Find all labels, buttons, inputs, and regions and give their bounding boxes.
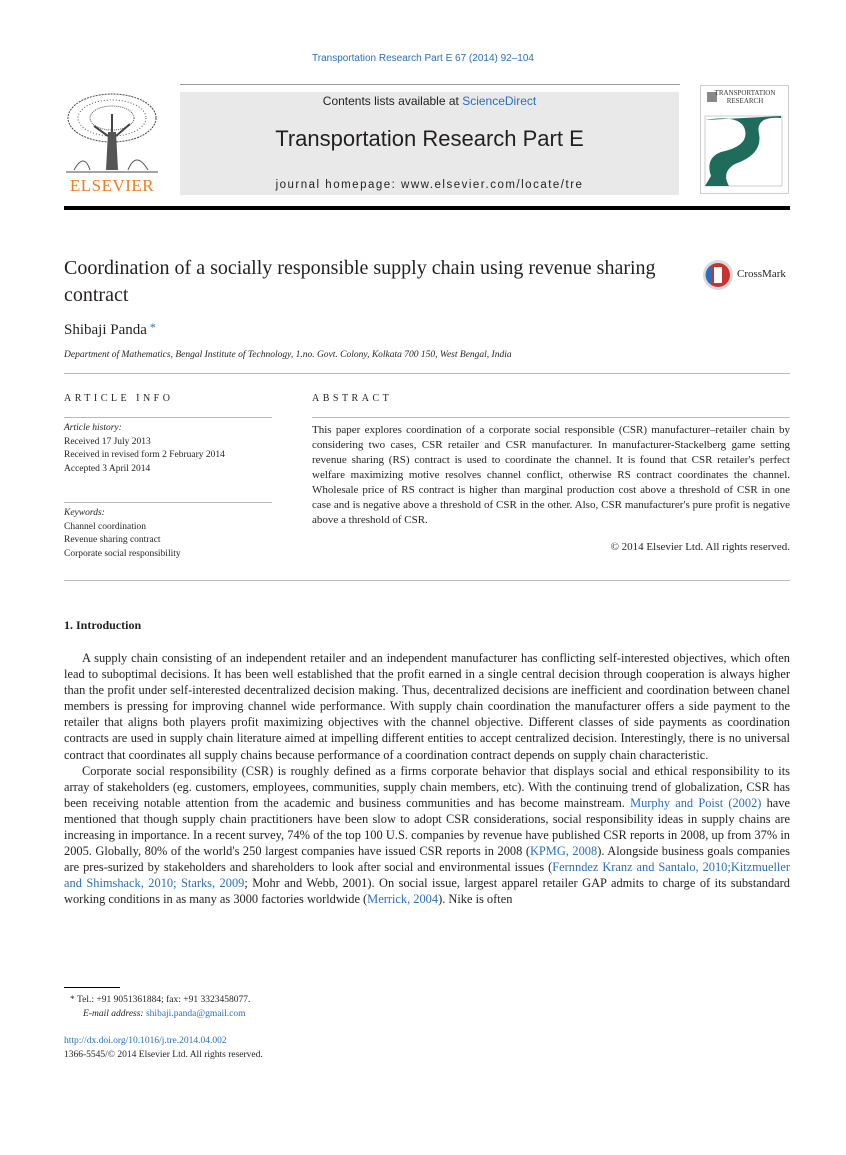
history-item: Received 17 July 2013 [64, 436, 151, 447]
doi-block [64, 1035, 263, 1062]
keywords [64, 507, 274, 561]
article-title: Coordination of a socially responsible supply chain using revenue sharing contract [64, 257, 656, 306]
citation-link[interactable]: Merrick, 2004 [367, 892, 439, 907]
contents-line [180, 94, 679, 108]
keywords-label: Keywords: [64, 508, 105, 518]
paragraph [64, 763, 790, 908]
text-run: ). Alongside business goals companies are pres-surized by stakeholders and shareholders to look after social and environmental issues ( [64, 844, 790, 875]
email-link[interactable]: shibaji.panda@gmail.com [145, 1009, 246, 1019]
article-history [64, 422, 274, 476]
divider [64, 502, 272, 503]
author-footnote-mark[interactable]: * [149, 320, 156, 334]
author-name [64, 320, 156, 339]
keyword-item: Corporate social responsibility [64, 548, 181, 559]
paragraph: A supply chain consisting of an independent retailer and an independent manufacturer has conflicting self-interested objectives, which often lead to suboptimal decisions. It has been well established that the profit earned in a single central decision through cooperation is always higher than the profit under self-interested decentralized decision making. Thus, decentralized decisions are inefficient and coordination between chanel members is pressing for improving channel wide performance. With supply chain coordination the manufacturer offers a side payment to the retailer that aligns both players profit maximizing objectives with the channel objective. Different classes of side payments as coordination contracts are used in supply chain literature aimed at impelling different entities to accept centralized decision. Interestingly, there is no universal contract that coordinates all supply chains because performance of a coordination contract depends on supply chain characteristic. [64, 651, 790, 762]
footnote-mark: * [70, 995, 75, 1005]
abstract-copyright: © 2014 Elsevier Ltd. All rights reserved. [610, 541, 790, 553]
body-text [64, 650, 790, 908]
footnote-tel: Tel.: +91 9051361884; fax: +91 3323458077. [76, 995, 251, 1005]
divider [64, 417, 272, 418]
text-run: Corporate social responsibility (CSR) is roughly defined as a firms corporate behavior that displays social and ethical responsibility to its array of stakeholders (eg. customers, employees, communities, supply chain members, etc). With the continuing trend of globalization, CSR has been receiving notable attention from the academic and business communities and has become mainstream. [64, 763, 790, 810]
divider [312, 417, 790, 418]
elsevier-tree-icon [64, 92, 160, 176]
elsevier-wordmark: ELSEVIER [69, 176, 155, 195]
author: Shibaji Panda [64, 322, 147, 338]
crossmark-label[interactable]: CrossMark [737, 268, 786, 280]
cover-title: TRANSPORTATION RESEARCH [714, 89, 776, 105]
doi-link[interactable]: http://dx.doi.org/10.1016/j.tre.2014.04.002 [64, 1036, 227, 1046]
text-run: ). Nike is often [438, 892, 513, 907]
issn-line: 1366-5545/© 2014 Elsevier Ltd. All rights reserved. [64, 1049, 263, 1060]
journal-homepage[interactable]: journal homepage: www.elsevier.com/locate/tre [275, 179, 584, 191]
text-run: have mentioned that though supply chain practitioners have been slow to adopt CSR considerations, social responsibility ideas in supply chains are increasing in importance. In a recent survey, 74% of the top 100 U.S. companies by revenue have published CSR reports in 2008, up from 37% in 2005. Globally, 80% of the world's 250 largest companies have issued CSR reports in 2008 ( [64, 795, 790, 859]
text-run: ; Mohr and Webb, 2001). On social issue, largest apparel retailer GAP admits to charge of its substandard working conditions in as many as 3000 factories worldwide ( [64, 876, 790, 907]
history-label: Article history: [64, 423, 122, 433]
contents-prefix: Contents lists available at [322, 94, 463, 108]
keyword-item: Revenue sharing contract [64, 535, 161, 545]
divider [64, 373, 790, 374]
email-label: E-mail address: [83, 1009, 146, 1019]
abstract-heading: ABSTRACT [312, 393, 393, 404]
journal-reference[interactable]: Transportation Research Part E 67 (2014) 92–104 [312, 53, 534, 64]
header-thick-rule [64, 206, 790, 210]
citation-link[interactable]: Murphy and Poist (2002) [630, 795, 762, 810]
history-item: Accepted 3 April 2014 [64, 463, 151, 474]
header-rule [180, 84, 680, 85]
footnote [64, 993, 464, 1021]
footnote-rule [64, 987, 120, 988]
journal-title: Transportation Research Part E [275, 126, 584, 151]
sciencedirect-link[interactable]: ScienceDirect [462, 94, 537, 108]
section-heading: 1. Introduction [64, 618, 142, 632]
divider [64, 580, 790, 581]
keyword-item: Channel coordination [64, 521, 147, 532]
citation-link[interactable]: KPMG, 2008 [529, 844, 598, 859]
abstract-text: This paper explores coordination of a corporate social responsible (CSR) manufacturer–retailer chain by considering two cases, CSR retailer and CSR manufacturer. In manufacturer-Stackelberg game setting revenue sharing (RS) contract is used to coordinate the channel. It is found that CSR retailer's perfect welfare maximizing motive resolves channel conflict, otherwise RS contract coordinates the channel. Wholesale price of RS contract is higher than marginal production cost above a threshold of CSR in one case and is negative above a threshold of CSR in the other. Also, CSR manufacturer's pure profit is negative above a threshold of CSR. [312, 424, 790, 526]
crossmark-icon [702, 259, 736, 293]
article-info-heading: ARTICLE INFO [64, 393, 174, 404]
history-item: Received in revised form 2 February 2014 [64, 450, 225, 460]
affiliation: Department of Mathematics, Bengal Institute of Technology, 1.no. Govt. Colony, Kolkata 700 150, West Bengal, India [64, 350, 512, 360]
citation-link[interactable]: Fernndez Kranz and Santalo, 2010;Kitzmueller and Shimshack, 2010; Starks, 2009 [64, 860, 790, 891]
